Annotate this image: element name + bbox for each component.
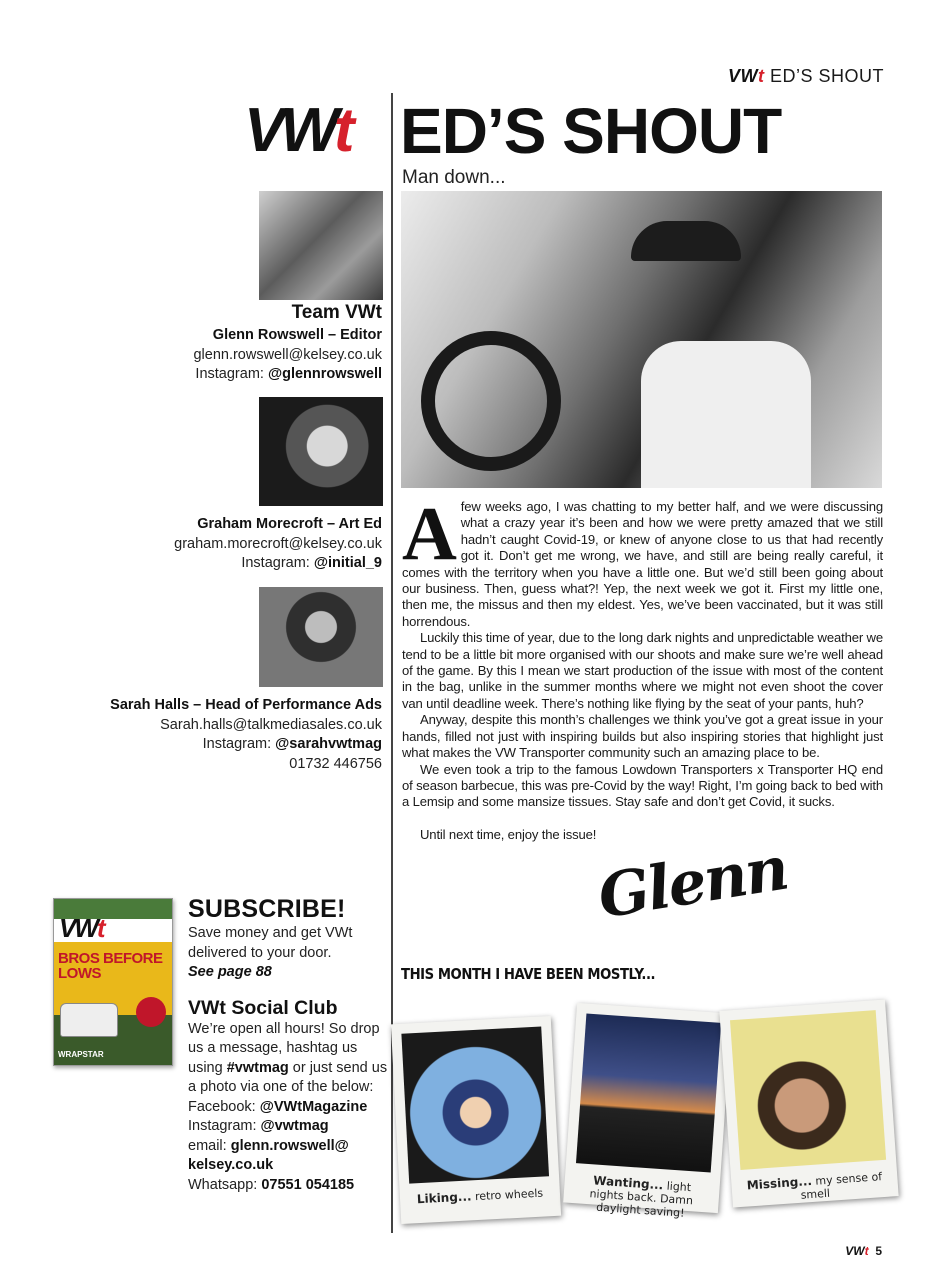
caption-text: retro wheels [471, 1186, 544, 1204]
team-member-name: Graham Morecroft – Art Ed [197, 516, 382, 532]
polaroid-missing [719, 999, 898, 1207]
whatsapp-line [188, 1176, 388, 1196]
team-member-graham [174, 515, 382, 574]
editor-signature: Glenn [593, 833, 792, 933]
email-address[interactable]: glenn.rowswell@ kelsey.co.uk [188, 1137, 349, 1173]
whatsapp-label: Whatsapp: [188, 1176, 262, 1193]
team-member-sarah [110, 696, 382, 774]
masthead-logo-t: t [333, 96, 350, 165]
steering-wheel-shape [421, 331, 561, 471]
running-head-logo-vw: VW [727, 66, 758, 86]
facebook-handle[interactable]: @VWtMagazine [259, 1098, 368, 1115]
email-label: email: [188, 1137, 231, 1154]
polaroid-liking [391, 1016, 561, 1224]
team-member-email: Sarah.halls@talkmediasales.co.uk [160, 716, 382, 733]
email-line [188, 1137, 388, 1176]
cap-shape [631, 221, 741, 261]
folio-logo-vw: VW [845, 1244, 865, 1258]
running-head-logo-t: t [757, 66, 765, 86]
instagram-line [188, 1117, 388, 1137]
polaroid-photo [576, 1014, 721, 1173]
article-paragraph [402, 492, 883, 630]
graham-portrait-photo [259, 397, 383, 506]
subscribe-block [188, 894, 388, 1195]
team-member-email: graham.morecroft@kelsey.co.uk [174, 535, 382, 552]
subscribe-page-link[interactable]: See page 88 [188, 964, 272, 980]
instagram-handle: @initial_9 [313, 555, 382, 571]
page-folio [845, 1244, 882, 1258]
polaroid-caption [410, 1186, 550, 1206]
polaroid-caption [573, 1173, 710, 1221]
shirt-shape [641, 341, 811, 488]
masthead-logo-vw: VW [244, 96, 334, 165]
facebook-line [188, 1098, 388, 1118]
paragraph-text: few weeks ago, I was chatting to my better half, and we were discussing what a crazy year it’s been and how we were pretty amazed that we still hadn’t caught Covid-19, or knew of anyone close to us that had recently got it. Don’t get me wrong, we have, and still are being really careful, it comes with the territory when you have a little one. But we’d still been going about our business. Then, guess what?! Yep, the next week we got it. First my little one, then me, the missus and then my eldest. Yes, we’ve been vaccinated, but it was still horrendous. [402, 499, 883, 629]
magazine-cover-thumbnail [53, 898, 173, 1066]
instagram-handle[interactable]: @vwtmag [260, 1118, 329, 1134]
caption-text: light nights back. Damn daylight saving! [589, 1179, 694, 1220]
team-member-instagram [193, 365, 382, 385]
facebook-label: Facebook: [188, 1098, 260, 1115]
article-headline: Man down... [402, 167, 506, 188]
whatsapp-number: 07551 054185 [261, 1176, 355, 1193]
team-member-email: glenn.rowswell@kelsey.co.uk [193, 346, 382, 363]
subscribe-text: Save money and get VWt delivered to your door. [188, 925, 353, 961]
team-member-name: Glenn Rowswell – Editor [212, 327, 382, 343]
social-club-text-2: or just send us a photo via one of the below: [188, 1059, 388, 1095]
instagram-label: Instagram: [202, 736, 276, 752]
cover-footer: WRAPSTAR [58, 1050, 104, 1059]
social-club-text [188, 1020, 388, 1098]
team-heading: Team VWt [291, 302, 382, 323]
article-body [402, 492, 883, 843]
instagram-label: Instagram: [188, 1118, 261, 1134]
article-paragraph: Luckily this time of year, due to the long dark nights and unpredictable weather we tend to be a little bit more organised with our shoots and make sure we’re well ahead of the game. By this I mean we start production of the issue with most of the content in the bag, unlike in the summer months where we might not even shoot the cover van until deadline week. There’s nothing like flying by the seat of your pants, huh? [402, 630, 883, 711]
team-member-glenn [193, 326, 382, 385]
cover-logo-vw: VW [59, 913, 97, 943]
instagram-handle: @sarahvwtmag [275, 736, 382, 752]
glenn-portrait-photo [259, 191, 383, 300]
social-club-text-1: We’re open all hours! So drop us a message, hashtag us using [188, 1020, 380, 1076]
caption-label: Wanting... [592, 1173, 664, 1193]
article-paragraph: We even took a trip to the famous Lowdown Transporters x Transporter HQ end of season barbecue, this was pre-Covid by the way! Right, I’m going back to bed with a Lemsip and some mansize tissues. Stay safe and don’t get Covid, it sucks. [402, 761, 883, 810]
page-number: 5 [875, 1244, 882, 1258]
polaroid-wanting [563, 1003, 732, 1220]
instagram-handle: @glennrowswell [267, 366, 382, 382]
polaroid-photo [401, 1026, 549, 1183]
team-member-phone: 01732 446756 [289, 755, 382, 772]
running-head-section: ED’S SHOUT [764, 66, 884, 86]
social-club-title: VWt Social Club [188, 996, 338, 1019]
caption-label: Missing... [746, 1174, 813, 1193]
subscribe-title: SUBSCRIBE! [188, 895, 346, 923]
this-month-heading: THIS MONTH I HAVE BEEN MOSTLY... [401, 965, 656, 983]
team-member-instagram [110, 735, 382, 755]
drop-cap: A [402, 492, 457, 576]
masthead-logo [244, 96, 350, 165]
sarah-portrait-photo [259, 587, 383, 687]
cover-logo [59, 915, 104, 941]
folio-logo-t: t [864, 1244, 869, 1258]
team-member-name: Sarah Halls – Head of Performance Ads [110, 697, 382, 713]
caption-text: my sense of smell [800, 1170, 883, 1202]
article-signoff: Until next time, enjoy the issue! [420, 826, 597, 842]
article-paragraph: Anyway, despite this month’s challenges we think you’ve got a great issue in your hands, filled not just with inspiring builds but also inspiring stories that highlight just what makes the VW Transporter community such an amazing place to be. [402, 712, 883, 761]
instagram-label: Instagram: [195, 366, 268, 382]
editor-driving-van-photo [401, 191, 882, 488]
polaroid-photo [730, 1010, 886, 1170]
cover-badge-shape [136, 997, 166, 1027]
hashtag: #vwtmag [226, 1059, 289, 1076]
polaroid-caption [741, 1170, 888, 1206]
instagram-label: Instagram: [241, 555, 314, 571]
cover-van-shape [60, 1003, 118, 1037]
cover-headline: BROS BEFORE LOWS [58, 950, 163, 982]
team-member-instagram [174, 554, 382, 574]
masthead-title: ED’S SHOUT [400, 95, 782, 167]
cover-logo-t: t [96, 913, 104, 943]
caption-label: Liking... [416, 1189, 472, 1207]
running-head [728, 66, 884, 87]
